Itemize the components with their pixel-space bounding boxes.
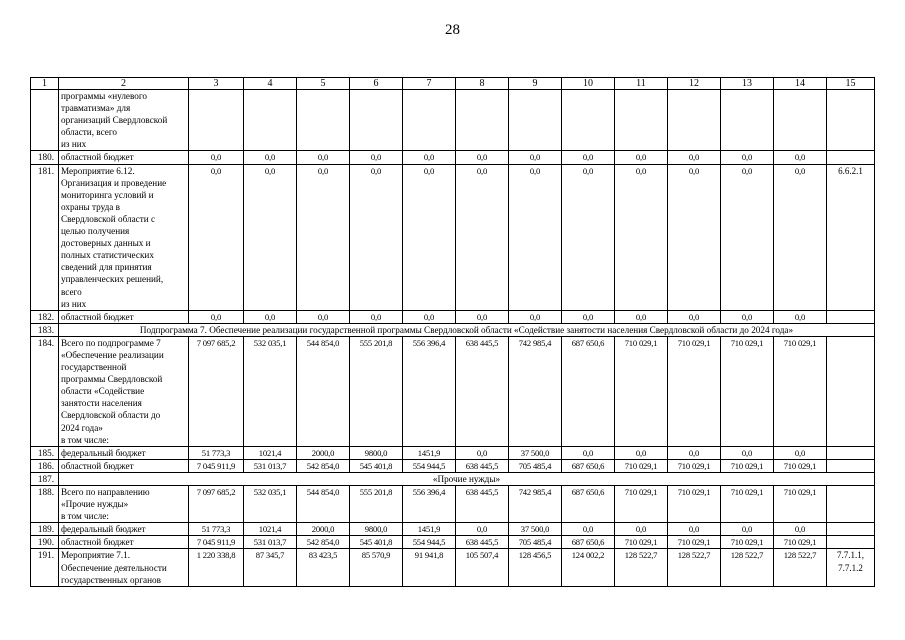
description-line: Всего по подпрограмме 7	[61, 337, 161, 348]
amount-cell: 0,0	[562, 446, 615, 459]
table-row	[31, 459, 875, 472]
row-number-cell: 189.	[31, 523, 59, 536]
amount-cell: 710 029,1	[615, 459, 668, 472]
amount-cell: 51 773,3	[189, 446, 244, 459]
section-heading-cell: Подпрограмма 7. Обеспечение реализации государственной программы Свердловской области «Содействие занятости населения Свердловской области до 2024 года»	[59, 323, 875, 336]
description-line: Мероприятие 7.1.	[61, 550, 131, 561]
amount-cell: 0,0	[509, 310, 562, 323]
amount-cell: 0,0	[350, 164, 403, 310]
description-cell	[59, 90, 189, 151]
table-body	[31, 78, 875, 587]
amount-cell: 710 029,1	[668, 336, 721, 446]
table-row	[31, 536, 875, 549]
description-line: управленческих решений,	[61, 274, 164, 285]
amount-cell: 124 002,2	[562, 549, 615, 586]
description-line: в том числе:	[61, 434, 109, 445]
amount-cell: 51 773,3	[189, 523, 244, 536]
section-heading-cell: «Прочие нужды»	[59, 472, 875, 485]
amount-cell: 710 029,1	[721, 486, 774, 523]
amount-cell: 0,0	[350, 151, 403, 164]
amount-cell: 710 029,1	[615, 486, 668, 523]
amount-cell: 710 029,1	[668, 486, 721, 523]
table-row	[31, 472, 875, 485]
description-line: охраны труда в	[61, 201, 121, 212]
amount-cell: 0,0	[668, 446, 721, 459]
column-number-cell: 15	[827, 78, 875, 90]
amount-cell: 710 029,1	[721, 459, 774, 472]
amount-cell: 105 507,4	[456, 549, 509, 586]
amount-cell: 0,0	[668, 523, 721, 536]
target-code-cell: 7.7.1.1, 7.7.1.2	[827, 549, 875, 586]
amount-cell: 0,0	[509, 151, 562, 164]
amount-cell: 710 029,1	[721, 336, 774, 446]
amount-cell	[509, 90, 562, 151]
amount-cell: 0,0	[189, 151, 244, 164]
amount-cell: 638 445,5	[456, 486, 509, 523]
description-line: в том числе:	[61, 511, 109, 522]
description-line: 2024 года»	[61, 422, 103, 433]
amount-cell: 83 423,5	[297, 549, 350, 586]
amount-cell: 0,0	[456, 151, 509, 164]
table-row	[31, 323, 875, 336]
target-code-cell	[827, 446, 875, 459]
description-line: областной бюджет	[61, 460, 134, 471]
row-number-cell: 181.	[31, 164, 59, 310]
amount-cell: 9800,0	[350, 523, 403, 536]
row-number-cell: 187.	[31, 472, 59, 485]
amount-cell: 0,0	[668, 164, 721, 310]
table-row	[31, 336, 875, 446]
amount-cell: 1021,4	[244, 446, 297, 459]
description-line: «Обеспечение реализации	[61, 349, 164, 360]
amount-cell: 0,0	[774, 164, 827, 310]
amount-cell: 556 396,4	[403, 486, 456, 523]
amount-cell: 710 029,1	[774, 536, 827, 549]
amount-cell: 0,0	[456, 310, 509, 323]
table-row	[31, 90, 875, 151]
description-line: федеральный бюджет	[61, 447, 146, 458]
amount-cell	[244, 90, 297, 151]
amount-cell: 705 485,4	[509, 536, 562, 549]
amount-cell: 544 854,0	[297, 336, 350, 446]
amount-cell: 554 944,5	[403, 536, 456, 549]
amount-cell: 0,0	[562, 523, 615, 536]
description-cell	[59, 310, 189, 323]
amount-cell: 0,0	[297, 164, 350, 310]
amount-cell: 85 570,9	[350, 549, 403, 586]
description-line: «Прочие нужды»	[61, 499, 129, 510]
description-line: организаций Свердловской	[61, 115, 168, 126]
target-code-cell	[827, 523, 875, 536]
amount-cell: 710 029,1	[615, 336, 668, 446]
table-row	[31, 446, 875, 459]
row-number-cell: 184.	[31, 336, 59, 446]
amount-cell: 545 401,8	[350, 459, 403, 472]
column-number-cell: 12	[668, 78, 721, 90]
amount-cell: 705 485,4	[509, 459, 562, 472]
amount-cell: 687 650,6	[562, 336, 615, 446]
amount-cell: 0,0	[403, 151, 456, 164]
amount-cell: 0,0	[297, 151, 350, 164]
description-cell	[59, 459, 189, 472]
description-cell	[59, 446, 189, 459]
amount-cell: 0,0	[774, 446, 827, 459]
amount-cell: 9800,0	[350, 446, 403, 459]
amount-cell: 710 029,1	[721, 536, 774, 549]
amount-cell: 0,0	[562, 164, 615, 310]
amount-cell: 0,0	[350, 310, 403, 323]
amount-cell: 0,0	[509, 164, 562, 310]
amount-cell: 0,0	[456, 446, 509, 459]
description-line: области «Содействие	[61, 386, 145, 397]
description-cell	[59, 549, 189, 586]
table-row	[31, 310, 875, 323]
description-cell	[59, 523, 189, 536]
column-number-cell: 6	[350, 78, 403, 90]
amount-cell: 7 045 911,9	[189, 536, 244, 549]
amount-cell: 128 522,7	[668, 549, 721, 586]
amount-cell: 0,0	[456, 164, 509, 310]
amount-cell: 710 029,1	[668, 536, 721, 549]
description-line: государственных органов	[61, 574, 161, 585]
target-code-cell	[827, 310, 875, 323]
amount-cell: 128 456,5	[509, 549, 562, 586]
target-code-cell	[827, 151, 875, 164]
amount-cell: 0,0	[615, 523, 668, 536]
amount-cell: 638 445,5	[456, 536, 509, 549]
description-cell	[59, 336, 189, 446]
amount-cell: 555 201,8	[350, 336, 403, 446]
amount-cell: 0,0	[721, 151, 774, 164]
page-number: 28	[445, 22, 460, 38]
amount-cell: 1451,9	[403, 446, 456, 459]
row-number-cell: 186.	[31, 459, 59, 472]
description-line: Мероприятие 6.12.	[61, 165, 135, 176]
target-code-cell	[827, 459, 875, 472]
amount-cell: 0,0	[244, 164, 297, 310]
amount-cell: 554 944,5	[403, 459, 456, 472]
description-line: областной бюджет	[61, 152, 134, 163]
description-line: Свердловской области до	[61, 410, 161, 421]
amount-cell	[615, 90, 668, 151]
table-row	[31, 151, 875, 164]
amount-cell: 0,0	[721, 310, 774, 323]
column-number-cell: 11	[615, 78, 668, 90]
amount-cell: 710 029,1	[668, 459, 721, 472]
description-line: достоверных данных и	[61, 238, 151, 249]
amount-cell: 0,0	[774, 523, 827, 536]
table-row	[31, 486, 875, 523]
description-line: Свердловской области с	[61, 213, 156, 224]
table-row	[31, 164, 875, 310]
amount-cell: 0,0	[774, 151, 827, 164]
row-number-cell	[31, 90, 59, 151]
column-number-cell: 10	[562, 78, 615, 90]
amount-cell: 7 045 911,9	[189, 459, 244, 472]
description-line: всего	[61, 286, 82, 297]
amount-cell: 0,0	[189, 164, 244, 310]
amount-cell: 0,0	[297, 310, 350, 323]
description-line: целью получения	[61, 226, 130, 237]
amount-cell: 531 013,7	[244, 459, 297, 472]
column-number-cell: 4	[244, 78, 297, 90]
amount-cell: 0,0	[403, 310, 456, 323]
amount-cell: 0,0	[668, 310, 721, 323]
column-number-row	[31, 78, 875, 90]
description-line: Организация и проведение	[61, 177, 167, 188]
amount-cell: 710 029,1	[774, 486, 827, 523]
amount-cell: 0,0	[721, 164, 774, 310]
amount-cell: 544 854,0	[297, 486, 350, 523]
description-line: государственной	[61, 362, 127, 373]
description-line: программы «нулевого	[61, 91, 148, 101]
description-line: Обеспечение деятельности	[61, 562, 167, 573]
amount-cell: 0,0	[615, 446, 668, 459]
amount-cell: 0,0	[244, 310, 297, 323]
amount-cell: 87 345,7	[244, 549, 297, 586]
amount-cell: 0,0	[721, 446, 774, 459]
amount-cell	[456, 90, 509, 151]
amount-cell	[403, 90, 456, 151]
amount-cell: 0,0	[615, 164, 668, 310]
description-line: из них	[61, 298, 87, 309]
amount-cell: 1021,4	[244, 523, 297, 536]
column-number-cell: 14	[774, 78, 827, 90]
row-number-cell: 190.	[31, 536, 59, 549]
amount-cell: 128 522,7	[774, 549, 827, 586]
description-cell	[59, 536, 189, 549]
amount-cell: 2000,0	[297, 446, 350, 459]
table-row	[31, 549, 875, 586]
amount-cell: 555 201,8	[350, 486, 403, 523]
description-line: из них	[61, 139, 87, 150]
description-cell	[59, 151, 189, 164]
amount-cell: 556 396,4	[403, 336, 456, 446]
amount-cell: 638 445,5	[456, 336, 509, 446]
column-number-cell: 5	[297, 78, 350, 90]
amount-cell: 710 029,1	[774, 336, 827, 446]
amount-cell	[297, 90, 350, 151]
amount-cell	[189, 90, 244, 151]
description-line: областной бюджет	[61, 537, 134, 548]
target-code-cell	[827, 536, 875, 549]
description-line: занятости населения	[61, 398, 142, 409]
amount-cell: 687 650,6	[562, 459, 615, 472]
description-cell	[59, 164, 189, 310]
column-number-cell: 13	[721, 78, 774, 90]
description-line: полных статистических	[61, 250, 154, 261]
row-number-cell: 185.	[31, 446, 59, 459]
amount-cell: 0,0	[562, 151, 615, 164]
description-line: сведений для принятия	[61, 262, 152, 273]
amount-cell: 7 097 685,2	[189, 336, 244, 446]
amount-cell: 0,0	[456, 523, 509, 536]
amount-cell: 0,0	[774, 310, 827, 323]
description-line: травматизма» для	[61, 103, 131, 114]
amount-cell: 687 650,6	[562, 536, 615, 549]
row-number-cell: 182.	[31, 310, 59, 323]
table-row	[31, 523, 875, 536]
column-number-cell: 9	[509, 78, 562, 90]
row-number-cell: 183.	[31, 323, 59, 336]
amount-cell: 687 650,6	[562, 486, 615, 523]
amount-cell: 1 220 338,8	[189, 549, 244, 586]
column-number-cell: 7	[403, 78, 456, 90]
amount-cell: 0,0	[562, 310, 615, 323]
amount-cell	[562, 90, 615, 151]
budget-table	[30, 77, 875, 587]
amount-cell	[721, 90, 774, 151]
amount-cell: 128 522,7	[721, 549, 774, 586]
description-line: федеральный бюджет	[61, 524, 146, 535]
amount-cell	[350, 90, 403, 151]
amount-cell: 1451,9	[403, 523, 456, 536]
column-number-cell: 8	[456, 78, 509, 90]
column-number-cell: 2	[59, 78, 189, 90]
amount-cell: 742 985,4	[509, 486, 562, 523]
amount-cell: 532 035,1	[244, 486, 297, 523]
description-cell	[59, 486, 189, 523]
amount-cell: 0,0	[403, 164, 456, 310]
amount-cell: 710 029,1	[615, 536, 668, 549]
amount-cell: 0,0	[189, 310, 244, 323]
amount-cell: 2000,0	[297, 523, 350, 536]
amount-cell: 0,0	[668, 151, 721, 164]
description-line: областной бюджет	[61, 311, 134, 322]
amount-cell: 0,0	[615, 310, 668, 323]
amount-cell: 128 522,7	[615, 549, 668, 586]
row-number-cell: 191.	[31, 549, 59, 586]
amount-cell: 37 500,0	[509, 523, 562, 536]
amount-cell: 0,0	[244, 151, 297, 164]
description-line: мониторинга условий и	[61, 189, 154, 200]
amount-cell: 0,0	[615, 151, 668, 164]
amount-cell: 542 854,0	[297, 459, 350, 472]
amount-cell: 710 029,1	[774, 459, 827, 472]
amount-cell	[668, 90, 721, 151]
row-number-cell: 188.	[31, 486, 59, 523]
column-number-cell: 3	[189, 78, 244, 90]
target-code-cell: 6.6.2.1	[827, 164, 875, 310]
amount-cell: 532 035,1	[244, 336, 297, 446]
target-code-cell	[827, 90, 875, 151]
amount-cell: 638 445,5	[456, 459, 509, 472]
amount-cell	[774, 90, 827, 151]
target-code-cell	[827, 486, 875, 523]
description-line: Всего по направлению	[61, 487, 150, 497]
amount-cell: 542 854,0	[297, 536, 350, 549]
description-line: программы Свердловской	[61, 374, 163, 385]
amount-cell: 0,0	[721, 523, 774, 536]
amount-cell: 742 985,4	[509, 336, 562, 446]
amount-cell: 545 401,8	[350, 536, 403, 549]
description-line: области, всего	[61, 127, 117, 138]
amount-cell: 37 500,0	[509, 446, 562, 459]
amount-cell: 7 097 685,2	[189, 486, 244, 523]
row-number-cell: 180.	[31, 151, 59, 164]
column-number-cell: 1	[31, 78, 59, 90]
target-code-cell	[827, 336, 875, 446]
amount-cell: 91 941,8	[403, 549, 456, 586]
amount-cell: 531 013,7	[244, 536, 297, 549]
